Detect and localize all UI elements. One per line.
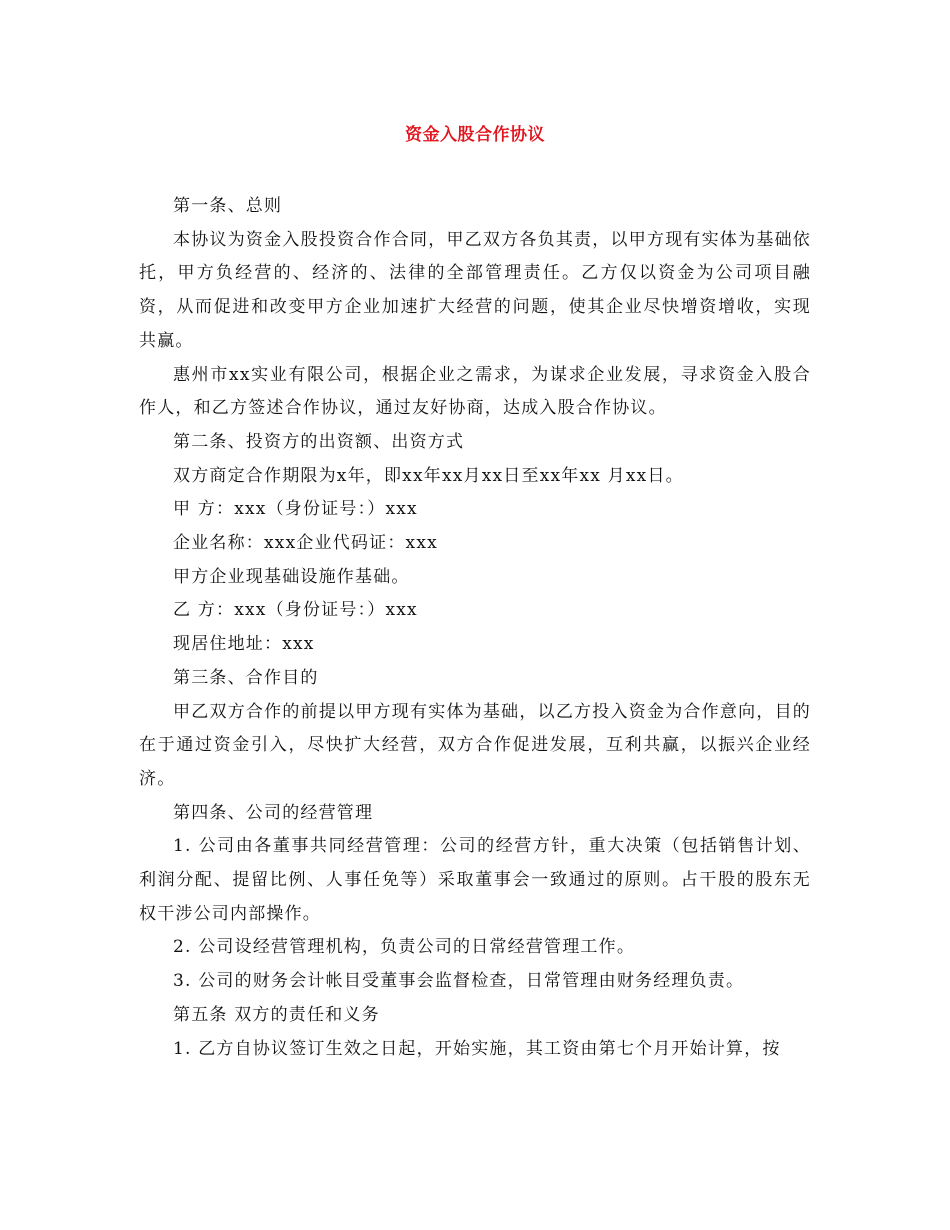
document-title: 资金入股合作协议 [405, 125, 545, 145]
company-name-line: 企业名称：xxx企业代码证：xxx [173, 533, 438, 554]
paragraph: 双方商定合作期限为x年，即xx年xx月xx日至xx年xx 月xx日。 [173, 465, 684, 486]
list-item: 2. 公司设经营管理机构，负责公司的日常经营管理工作。 [173, 937, 636, 958]
document-body [139, 190, 811, 1066]
party-b-line: 乙 方：xxx（身份证号：）xxx [173, 600, 418, 621]
section-heading-3: 第三条、合作目的 [173, 667, 319, 688]
party-a-line: 甲 方：xxx（身份证号：）xxx [173, 499, 418, 520]
list-item: 1. 公司由各董事共同经营管理：公司的经营方针，重大决策（包括销售计划、利润分配、提留比例、人事任免等）采取董事会一致通过的原则。占干股的股东无权干涉公司内部操作。 [139, 836, 811, 924]
section-heading-5: 第五条 双方的责任和义务 [173, 1004, 380, 1025]
paragraph: 甲方企业现基础设施作基础。 [173, 566, 410, 587]
section-heading-1: 第一条、总则 [173, 196, 283, 216]
paragraph: 惠州市xx实业有限公司，根据企业之需求，为谋求企业发展，寻求资金入股合作人，和乙方签述合作协议，通过友好协商，达成入股合作协议。 [139, 364, 811, 419]
paragraph: 本协议为资金入股投资合作合同，甲乙双方各负其责，以甲方现有实体为基础依托，甲方负经营的、经济的、法律的全部管理责任。乙方仅以资金为公司项目融资，从而促进和改变甲方企业加速扩大经营的问题，使其企业尽快增资增收，实现共赢。 [139, 229, 811, 351]
section-heading-4: 第四条、公司的经营管理 [173, 802, 374, 823]
list-item: 3. 公司的财务会计帐目受董事会监督检查，日常管理由财务经理负责。 [173, 971, 745, 992]
paragraph: 甲乙双方合作的前提以甲方现有实体为基础，以乙方投入资金为合作意向，目的在于通过资金引入，尽快扩大经营，双方合作促进发展，互利共赢，以振兴企业经济。 [139, 701, 811, 789]
section-heading-2: 第二条、投资方的出资额、出资方式 [173, 431, 465, 452]
address-line: 现居住地址：xxx [173, 634, 315, 655]
list-item: 1. 乙方自协议签订生效之日起，开始实施，其工资由第七个月开始计算，按 [173, 1038, 781, 1059]
